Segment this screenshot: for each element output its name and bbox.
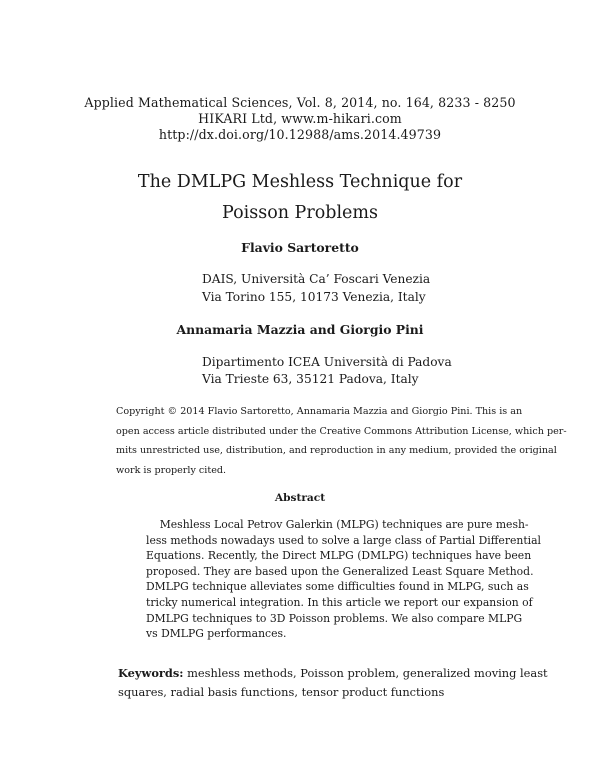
abstract-line: less methods nowadays used to solve a large class of Partial Differential bbox=[146, 533, 542, 547]
abstract-line: proposed. They are based upon the Generalized Least Square Method. bbox=[146, 564, 534, 578]
author-name-1: Flavio Sartoretto bbox=[241, 240, 359, 255]
paper-title-line-1: The DMLPG Meshless Technique for bbox=[137, 172, 463, 192]
keywords-line-2: squares, radial basis functions, tensor product functions bbox=[118, 685, 445, 699]
publisher-line: HIKARI Ltd, www.m-hikari.com bbox=[198, 111, 402, 126]
abstract-line: DMLPG technique alleviates some difficulties found in MLPG, such as bbox=[146, 580, 529, 594]
doi-line: http://dx.doi.org/10.12988/ams.2014.49739 bbox=[158, 127, 442, 142]
abstract-heading: Abstract bbox=[274, 492, 326, 504]
abstract-line: DMLPG techniques to 3D Poisson problems. We also compare MLPG bbox=[146, 611, 523, 625]
abstract-body bbox=[146, 517, 542, 642]
abstract-line: Equations. Recently, the Direct MLPG (DMLPG) techniques have been bbox=[146, 549, 532, 563]
copyright-notice bbox=[116, 402, 567, 481]
copyright-line: Copyright © 2014 Flavio Sartoretto, Annamaria Mazzia and Giorgio Pini. This is an bbox=[116, 406, 523, 417]
affiliation-1-line-2: Via Torino 155, 10173 Venezia, Italy bbox=[202, 290, 426, 304]
copyright-line: work is properly cited. bbox=[116, 465, 227, 477]
paper-title-line-2: Poisson Problems bbox=[222, 203, 378, 223]
abstract-line: vs DMLPG performances. bbox=[146, 627, 287, 641]
abstract-line: tricky numerical integration. In this article we report our expansion of bbox=[146, 595, 533, 609]
abstract-line: Meshless Local Petrov Galerkin (MLPG) techniques are pure mesh- bbox=[146, 518, 529, 531]
keywords-block bbox=[118, 664, 548, 702]
keywords-line-1: meshless methods, Poisson problem, generalized moving least bbox=[183, 666, 548, 680]
copyright-line: mits unrestricted use, distribution, and reproduction in any medium, provided the original bbox=[116, 445, 557, 457]
affiliation-2-line-1: Dipartimento ICEA Università di Padova bbox=[202, 355, 452, 369]
affiliation-1-line-1: DAIS, Università Ca’ Foscari Venezia bbox=[202, 272, 431, 286]
keywords-label: Keywords: bbox=[118, 666, 184, 680]
copyright-line: open access article distributed under the Creative Commons Attribution License, which per- bbox=[116, 425, 567, 437]
author-name-2: Annamaria Mazzia and Giorgio Pini bbox=[176, 322, 424, 337]
affiliation-2-line-2: Via Trieste 63, 35121 Padova, Italy bbox=[202, 372, 419, 386]
journal-citation: Applied Mathematical Sciences, Vol. 8, 2014, no. 164, 8233 - 8250 bbox=[84, 95, 516, 110]
